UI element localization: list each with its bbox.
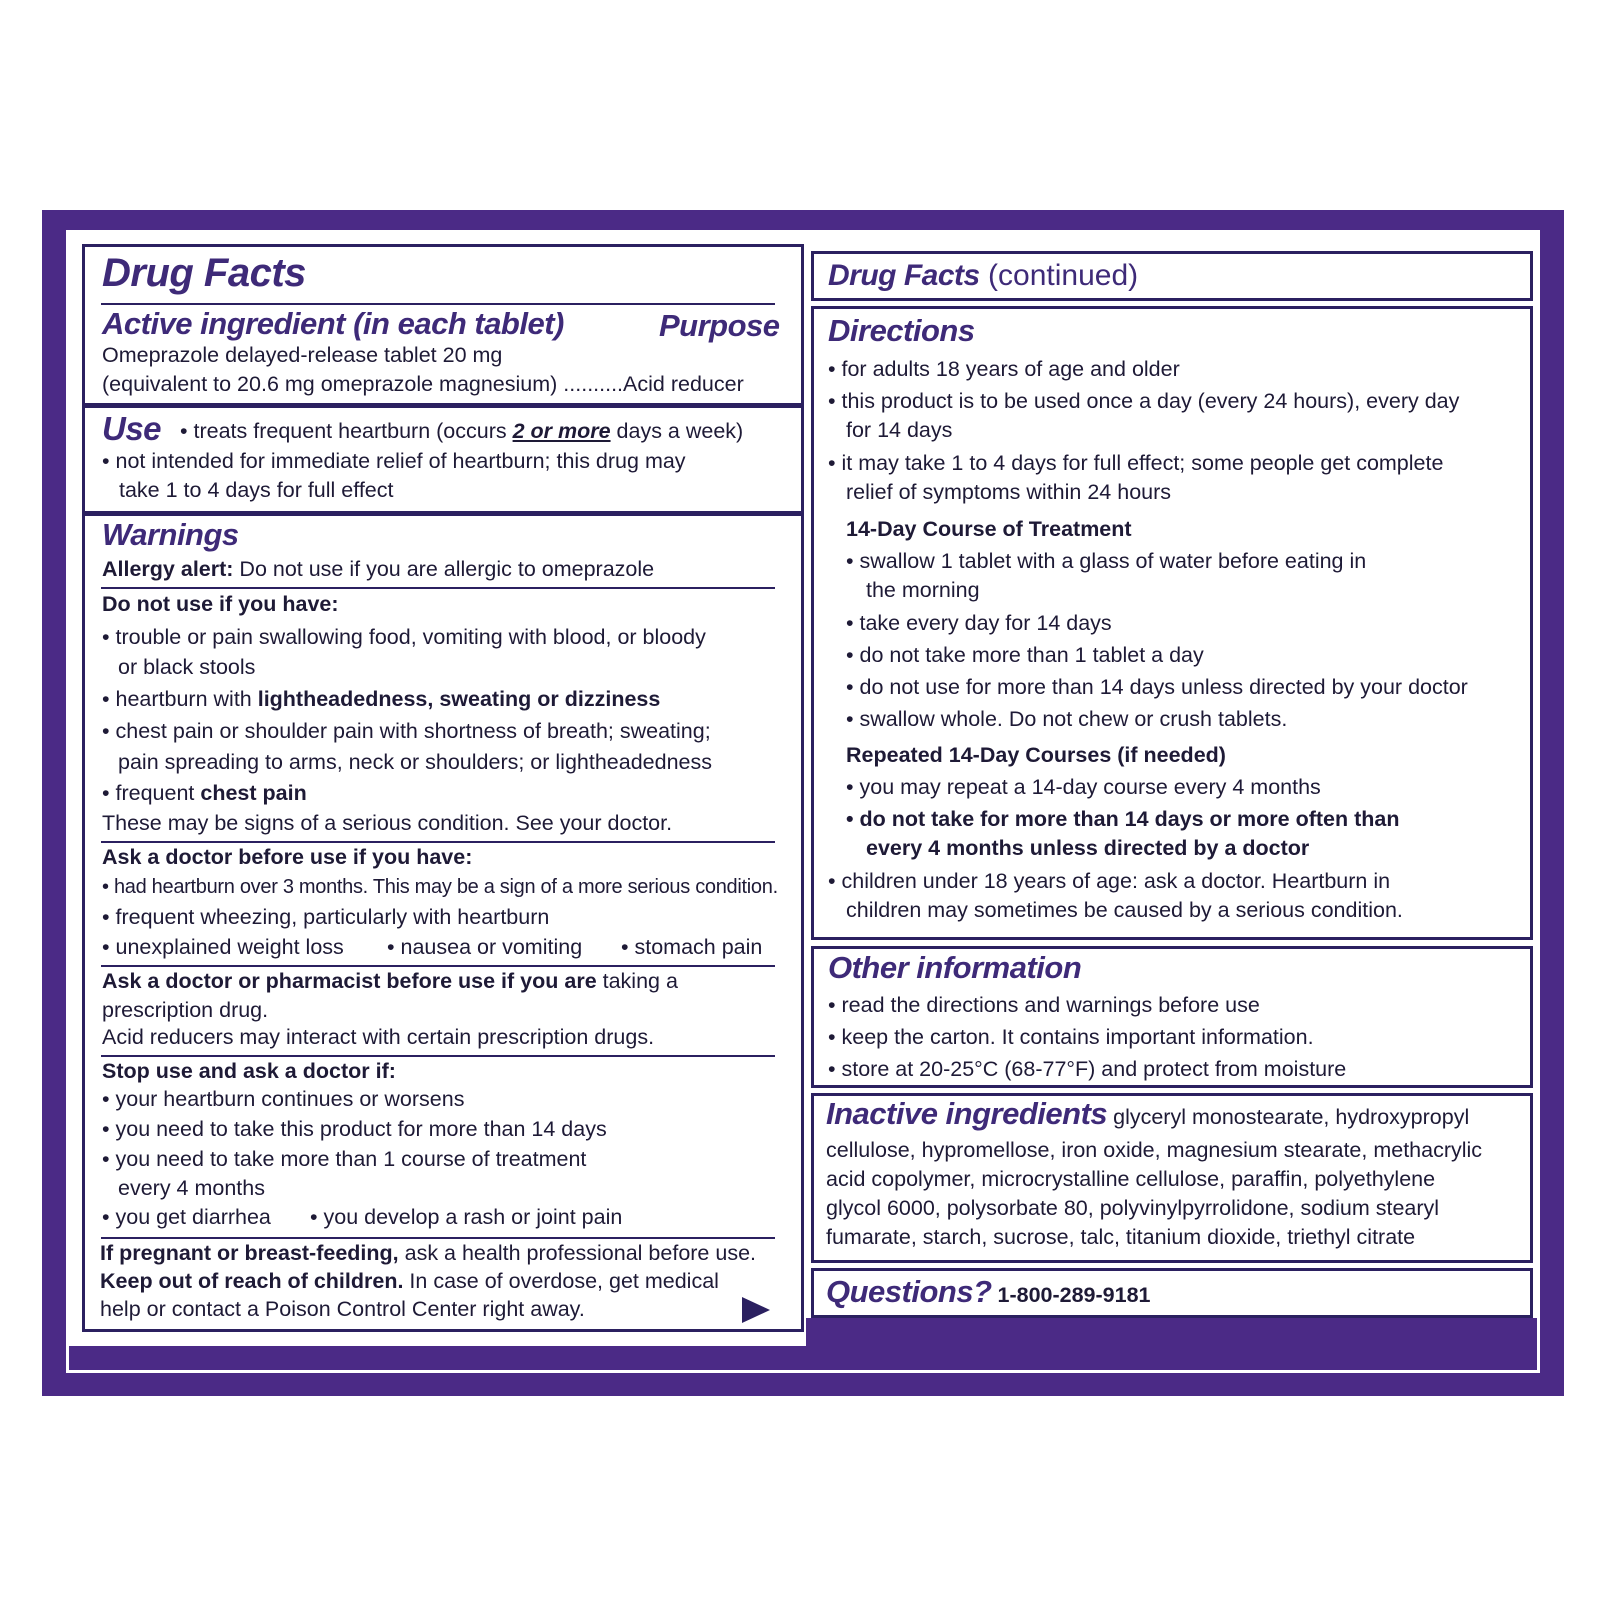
left-drug-facts-box: [82, 244, 804, 1332]
course-5: • swallow whole. Do not chew or crush tablets.: [846, 707, 1288, 731]
stop-2: • you need to take this product for more than 14 days: [102, 1117, 607, 1141]
course-4: • do not use for more than 14 days unless directed by your doctor: [846, 675, 1468, 699]
dnu-2: [102, 685, 660, 714]
questions-phone[interactable]: 1-800-289-9181: [991, 1283, 1151, 1307]
stop-3-l2: every 4 months: [118, 1176, 265, 1200]
stop-3-l1: • you need to take more than 1 course of treatment: [102, 1147, 587, 1171]
dir-3-l1: • it may take 1 to 4 days for full effect; some people get complete: [828, 451, 1444, 475]
allergy-label: Allergy alert:: [102, 557, 234, 581]
repeated-1: • you may repeat a 14-day course every 4 months: [846, 775, 1321, 799]
inactive-text-1: glyceryl monostearate, hydroxypropyl: [1107, 1105, 1470, 1129]
pharmacist-bold: Ask a doctor or pharmacist before use if you are: [102, 969, 597, 993]
directions-heading: Directions: [828, 313, 975, 348]
pharmacist-line-1: [102, 967, 678, 996]
directions-box: [811, 306, 1533, 940]
dir-3-l2: relief of symptoms within 24 hours: [846, 480, 1172, 504]
other-information-heading: Other information: [828, 950, 1082, 985]
drug-facts-title: Drug Facts: [102, 251, 306, 295]
rule: [101, 587, 775, 589]
pregnant-bold: If pregnant or breast-feeding,: [100, 1241, 399, 1265]
keep-out-line-2: help or contact a Poison Control Center right away.: [100, 1297, 585, 1321]
dnu-4-pre: • frequent: [102, 781, 201, 805]
dnu-3-l2: pain spreading to arms, neck or shoulders; or lightheadedness: [118, 750, 712, 774]
use-heading: Use: [102, 410, 162, 447]
stop-4a: • you get diarrhea: [102, 1205, 271, 1229]
stop-4b: • you develop a rash or joint pain: [310, 1205, 623, 1229]
inactive-heading: Inactive ingredients: [826, 1096, 1108, 1131]
use-b1-pre: • treats frequent heartburn (occurs: [180, 419, 513, 443]
do-not-use-heading: Do not use if you have:: [102, 592, 339, 616]
ask-1: • had heartburn over 3 months. This may be a sign of a more serious condition.: [102, 876, 778, 898]
inactive-line-5: fumarate, starch, sucrose, talc, titanium dioxide, triethyl citrate: [826, 1225, 1416, 1249]
pharmacist-text: taking a: [596, 969, 678, 993]
ask-2: • frequent wheezing, particularly with heartburn: [102, 905, 550, 929]
questions-box: [811, 1268, 1533, 1318]
allergy-alert: [102, 555, 654, 584]
use-b1-em: 2 or more: [512, 419, 611, 443]
dir-1: • for adults 18 years of age and older: [828, 357, 1180, 381]
questions-heading: Questions?: [826, 1274, 992, 1309]
dnu-3-l1: • chest pain or shoulder pain with shortness of breath; sweating;: [102, 719, 711, 743]
pregnant-line: [100, 1239, 756, 1268]
repeated-heading: Repeated 14-Day Courses (if needed): [846, 743, 1226, 767]
continue-arrow-icon: [742, 1297, 770, 1323]
dnu-note: These may be signs of a serious condition. See your doctor.: [102, 811, 673, 835]
use-bullet-2-l1: • not intended for immediate relief of heartburn; this drug may: [102, 449, 686, 473]
children-l1: • children under 18 years of age: ask a doctor. Heartburn in: [828, 869, 1391, 893]
inactive-line-1: [826, 1094, 1469, 1134]
course-1-l1: • swallow 1 tablet with a glass of water before eating in: [846, 549, 1367, 573]
warnings-heading: Warnings: [102, 517, 239, 552]
ask-3a: • unexplained weight loss: [102, 935, 344, 959]
continued-title: [828, 257, 1138, 295]
dnu-1-l1: • trouble or pain swallowing food, vomiting with blood, or bloody: [102, 625, 706, 649]
use-bullet-1: [180, 417, 743, 446]
use-bullet-2-l2: take 1 to 4 days for full effect: [119, 478, 394, 502]
dir-2-l2: for 14 days: [846, 418, 953, 442]
inactive-line-4: glycol 6000, polysorbate 80, polyvinylpyrrolidone, sodium stearyl: [826, 1196, 1440, 1220]
dnu-4: [102, 779, 307, 808]
course-2: • take every day for 14 days: [846, 611, 1112, 635]
active-line-1: Omeprazole delayed-release tablet 20 mg: [102, 343, 503, 367]
continued-title-text: (continued): [979, 259, 1139, 292]
dnu-1-l2: or black stools: [118, 655, 256, 679]
other-information-box: [811, 946, 1533, 1088]
inactive-line-2: cellulose, hypromellose, iron oxide, magnesium stearate, methacrylic: [826, 1138, 1483, 1162]
active-ingredient-heading: Active ingredient (in each tablet): [102, 306, 564, 341]
questions-line: [826, 1272, 1151, 1312]
keep-out-bold: Keep out of reach of children.: [100, 1269, 404, 1293]
other-3: • store at 20-25°C (68-77°F) and protect from moisture: [828, 1057, 1347, 1081]
ask-3b: • nausea or vomiting: [387, 935, 583, 959]
pharmacist-line-3: Acid reducers may interact with certain prescription drugs.: [102, 1025, 655, 1049]
use-b1-post: days a week): [610, 419, 744, 443]
stop-1: • your heartburn continues or worsens: [102, 1087, 465, 1111]
continued-title-bold: Drug Facts: [828, 259, 980, 292]
other-2: • keep the carton. It contains important information.: [828, 1025, 1314, 1049]
inactive-line-3: acid copolymer, microcrystalline cellulose, paraffin, polyethylene: [826, 1167, 1436, 1191]
ask-3c: • stomach pain: [621, 935, 763, 959]
course-1-l2: the morning: [866, 578, 980, 602]
dnu-2-bold: lightheadedness, sweating or dizziness: [257, 687, 661, 711]
dnu-2-pre: • heartburn with: [102, 687, 258, 711]
pregnant-text: ask a health professional before use.: [398, 1241, 757, 1265]
course-3: • do not take more than 1 tablet a day: [846, 643, 1204, 667]
dir-2-l1: • this product is to be used once a day (every 24 hours), every day: [828, 389, 1460, 413]
active-line-2: (equivalent to 20.6 mg omeprazole magnesium) ..........Acid reducer: [102, 372, 744, 396]
purpose-heading: Purpose: [659, 308, 780, 343]
repeated-2-l1: • do not take for more than 14 days or more often than: [846, 807, 1400, 831]
children-l2: children may sometimes be caused by a serious condition.: [846, 898, 1403, 922]
stop-use-heading: Stop use and ask a doctor if:: [102, 1059, 396, 1083]
ask-doctor-heading: Ask a doctor before use if you have:: [102, 845, 473, 869]
rule: [85, 403, 801, 408]
keep-out-text: In case of overdose, get medical: [403, 1269, 719, 1293]
other-1: • read the directions and warnings before use: [828, 993, 1260, 1017]
course-heading: 14-Day Course of Treatment: [846, 517, 1132, 541]
keep-out-line: [100, 1267, 719, 1296]
dnu-4-bold: chest pain: [200, 781, 307, 805]
inactive-ingredients-box: [811, 1093, 1533, 1263]
repeated-2-l2: every 4 months unless directed by a doctor: [866, 836, 1310, 860]
allergy-text: Do not use if you are allergic to omeprazole: [233, 557, 655, 581]
right-title-box: [811, 251, 1533, 301]
pharmacist-line-2: prescription drug.: [102, 998, 269, 1022]
